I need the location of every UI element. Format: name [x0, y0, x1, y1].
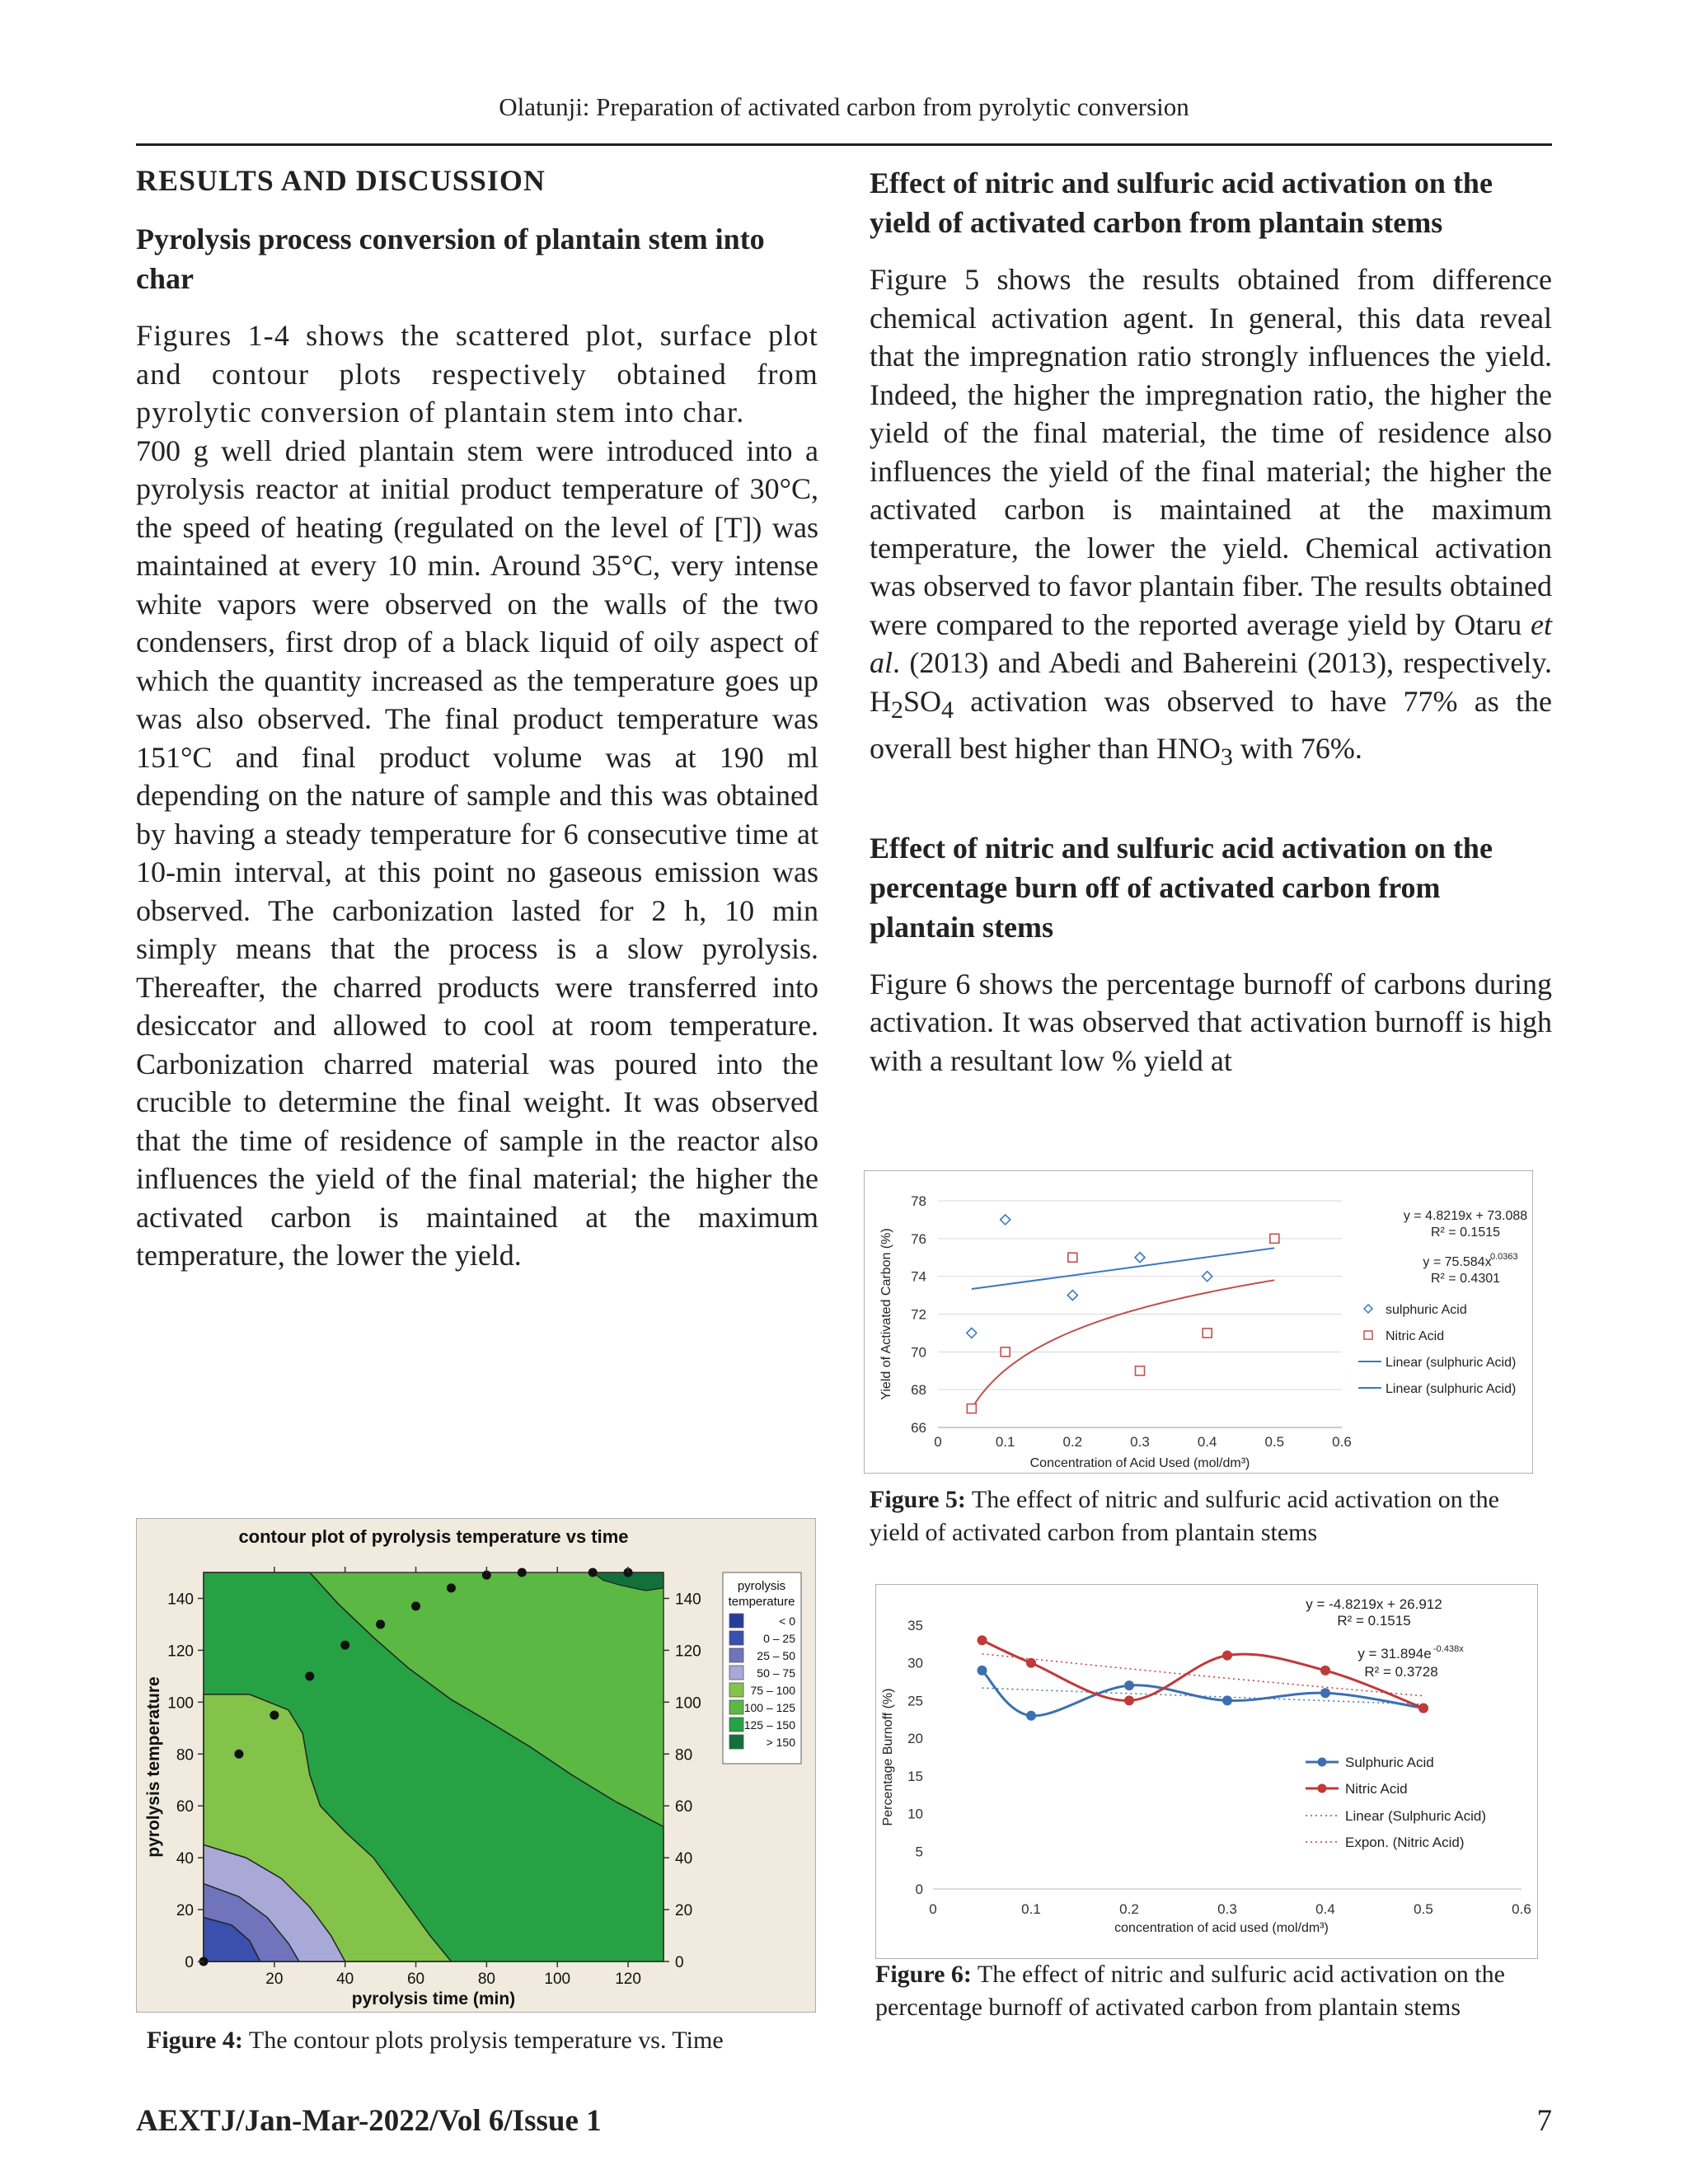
r2-label: R² = 0.1515	[1430, 1226, 1501, 1240]
legend-title: pyrolysis	[737, 1579, 786, 1593]
equation-label: y = 31.894e	[1357, 1646, 1432, 1661]
y-tick-label: 60	[176, 1798, 194, 1816]
y-tick-label: 30	[907, 1655, 923, 1671]
point-sulphuric	[1320, 1688, 1330, 1698]
y-tick-label: 40	[176, 1850, 194, 1868]
y-tick-label: 66	[911, 1420, 926, 1436]
data-point	[588, 1568, 598, 1577]
legend-label: 50 – 75	[757, 1666, 795, 1680]
y-tick-label: 20	[907, 1731, 923, 1747]
legend-label: Expon. (Nitric Acid)	[1345, 1835, 1465, 1850]
x-tick-label: 120	[615, 1971, 641, 1988]
x-tick-label: 60	[406, 1971, 425, 1988]
legend-swatch	[729, 1666, 743, 1680]
legend-marker	[1364, 1331, 1372, 1339]
chart-title: contour plot of pyrolysis temperature vs time	[238, 1526, 629, 1547]
legend-swatch	[729, 1648, 743, 1662]
x-tick-label: 0.6	[1512, 1901, 1531, 1917]
chart-frame	[875, 1584, 1538, 1959]
equation-label: y = -4.8219x + 26.912	[1306, 1596, 1442, 1612]
x-tick-label: 0.5	[1414, 1901, 1433, 1917]
y-tick-label: 70	[911, 1344, 926, 1361]
y-tick-label: 20	[176, 1902, 194, 1920]
contour-plot	[136, 1518, 816, 2013]
section-heading: RESULTS AND DISCUSSION	[136, 164, 546, 197]
x-tick-label: 0.4	[1197, 1434, 1217, 1450]
legend-title: temperature	[728, 1595, 795, 1609]
x-tick-label: 40	[336, 1971, 354, 1988]
x-axis-label: pyrolysis time (min)	[351, 1990, 516, 2008]
x-tick-label: 0.3	[1130, 1434, 1150, 1450]
marker-nitric	[967, 1404, 976, 1413]
page-number: 7	[1536, 2104, 1552, 2138]
paragraph: Figure 5 shows the results obtained from difference chemical activation agent. In general, this data reveal that the impregnation ratio strongly influences the yield. Indeed, the higher the impregnation ratio, the higher the yield of the final material, the time of residence also influences the yield of the final material; the higher the activated carbon is maintained at the maximum temperature, the lower the yield. Chemical activation was observed to favor plantain fiber. The results obtained were compared to the reported average yield by Otaru et al. (2013) and Abedi and Bahereini (2013), respectively. $H_2SO_4$ activation was observed to have 77% as the overall best higher than $HNO_3$ with 76%.	[870, 263, 1552, 771]
y-tick-label: 68	[911, 1382, 926, 1399]
paragraph: Figures 1-4 shows the scattered plot, surface plot and contour plots respectively obtained from pyrolytic conversion of plantain stem into char.	[136, 319, 818, 429]
y-tick-label-right: 60	[675, 1798, 693, 1816]
data-point	[447, 1583, 456, 1592]
y-tick-label: 76	[911, 1230, 926, 1247]
x-tick-label: 0.5	[1264, 1434, 1285, 1450]
legend-label: > 150	[766, 1736, 795, 1749]
point-sulphuric	[1222, 1695, 1232, 1705]
x-tick-label: 0.6	[1332, 1434, 1352, 1450]
y-tick-label-right: 20	[675, 1902, 693, 1920]
running-header: Olatunji: Preparation of activated carbon from pyrolytic conversion	[499, 92, 1189, 121]
y-tick-label: 0	[185, 1954, 194, 1971]
y-tick-label: 80	[176, 1746, 194, 1765]
legend-label: < 0	[779, 1615, 795, 1628]
point-nitric	[1320, 1666, 1330, 1675]
y-axis-label: pyrolysis temperature	[144, 1676, 163, 1858]
legend-swatch	[729, 1614, 743, 1628]
y-tick-label: 140	[167, 1591, 194, 1609]
figure-5-caption: Figure 5: The effect of nitric and sulfuric acid activation on the yield of activated carbon from plantain stems	[870, 1486, 1499, 1546]
marker-nitric	[1001, 1347, 1010, 1357]
figure-6	[875, 1584, 1538, 1959]
x-tick-label: 0.1	[1021, 1901, 1041, 1917]
data-point	[411, 1601, 420, 1610]
x-tick-label: 100	[544, 1971, 571, 1988]
legend-swatch	[729, 1683, 743, 1697]
y-tick-label: 35	[907, 1618, 923, 1633]
equation-exponent: -0.438x	[1433, 1644, 1464, 1654]
x-axis-label: concentration of acid used (mol/dm³)	[1114, 1921, 1329, 1935]
point-sulphuric	[1124, 1680, 1134, 1690]
legend-label: 0 – 25	[763, 1632, 795, 1645]
point-nitric	[978, 1635, 987, 1645]
equation-exponent: 0.0363	[1490, 1252, 1518, 1262]
x-tick-label: 0.1	[995, 1434, 1015, 1450]
legend-label: Linear (sulphuric Acid)	[1386, 1356, 1517, 1370]
x-tick-label: 0.4	[1315, 1901, 1335, 1917]
figure-4-caption: Figure 4: The contour plots prolysis temperature vs. Time	[147, 2027, 724, 2054]
data-point	[518, 1568, 527, 1577]
r2-label: R² = 0.1515	[1337, 1613, 1411, 1629]
legend-swatch	[729, 1700, 743, 1714]
point-nitric	[1026, 1658, 1036, 1668]
point-sulphuric	[978, 1666, 987, 1675]
marker-nitric	[1270, 1234, 1279, 1243]
x-tick-label: 0	[934, 1434, 942, 1450]
y-tick-label: 100	[167, 1694, 194, 1713]
legend-label: 125 – 150	[743, 1718, 795, 1732]
y-tick-label-right: 140	[675, 1591, 701, 1609]
x-axis-label: Concentration of Acid Used (mol/dm³)	[1029, 1456, 1250, 1470]
y-tick-label-right: 80	[675, 1746, 693, 1765]
data-point	[305, 1671, 314, 1680]
x-tick-label: 80	[477, 1971, 495, 1988]
equation-label: y = 75.584x	[1423, 1255, 1492, 1269]
subsection-heading: Effect of nitric and sulfuric acid activation on the yield of activated carbon from plantain stems	[870, 166, 1493, 239]
y-tick-label: 72	[911, 1306, 926, 1323]
legend-marker	[1318, 1784, 1327, 1793]
yield-chart	[864, 1170, 1533, 1474]
left-column	[136, 163, 818, 1275]
data-point	[234, 1750, 243, 1759]
y-tick-label-right: 40	[675, 1850, 693, 1868]
point-nitric	[1222, 1651, 1232, 1661]
paragraph: Figure 6 shows the percentage burnoff of carbons during activation. It was observed that activation burnoff is high with a resultant low % yield at	[870, 967, 1552, 1077]
y-tick-label: 15	[907, 1768, 923, 1784]
figure-4	[136, 1518, 816, 2013]
x-tick-label: 0.2	[1119, 1901, 1139, 1917]
point-nitric	[1124, 1695, 1134, 1705]
y-tick-label-right: 120	[675, 1643, 701, 1661]
right-column	[870, 163, 1552, 1080]
y-tick-label: 74	[911, 1268, 926, 1285]
r2-label: R² = 0.3728	[1364, 1664, 1438, 1680]
subsection-heading: Effect of nitric and sulfuric acid activation on the percentage burn off of activated carbon from plantain stems	[870, 831, 1493, 944]
data-point	[376, 1619, 385, 1629]
y-tick-label-right: 100	[675, 1694, 701, 1713]
legend-swatch	[729, 1631, 743, 1645]
figure-6-caption: Figure 6: The effect of nitric and sulfuric acid activation on the percentage burnoff of activated carbon from plantain stems	[875, 1961, 1505, 2021]
journal-footer: AEXTJ/Jan-Mar-2022/Vol 6/Issue 1	[136, 2104, 602, 2138]
marker-nitric	[1203, 1329, 1212, 1338]
point-nitric	[1418, 1704, 1428, 1713]
marker-nitric	[1136, 1366, 1145, 1376]
equation-label: y = 4.8219x + 73.088	[1403, 1209, 1528, 1223]
y-tick-label: 120	[167, 1643, 194, 1661]
legend-label: 25 – 50	[757, 1649, 795, 1662]
subsection-heading: Pyrolysis process conversion of plantain stem into char	[136, 223, 765, 295]
data-point	[340, 1641, 349, 1650]
burnoff-chart	[875, 1584, 1538, 1959]
y-tick-label: 0	[915, 1882, 923, 1897]
y-tick-label: 5	[915, 1844, 923, 1860]
paragraph: 700 g well dried plantain stem were introduced into a pyrolysis reactor at initial product temperature of 30°C, the speed of heating (regulated on the level of [T]) was maintained at every 10 min. Around 35°C, very intense white vapors were observed on the walls of the two condensers, first drop of a black liquid of oily aspect of which the quantity increased as the temperature goes up was also observed. The final product temperature was 151°C and final product volume was at 190 ml depending on the nature of sample and this was obtained by having a steady temperature for 6 consecutive time at 10-min interval, at this point no gaseous emission was observed. The carbonization lasted for 2 h, 10 min simply means that the process is a slow pyrolysis. Thereafter, the charred products were transferred into desiccator and allowed to cool at room temperature. Carbonization charred material was poured into the crucible to determine the final weight. It was observed that the time of residence of sample in the reactor also influences the yield of the final material; the higher the activated carbon is maintained at the maximum temperature, the lower the yield.	[136, 434, 818, 1272]
x-tick-label: 0.2	[1062, 1434, 1083, 1450]
figure-5	[864, 1170, 1533, 1474]
legend-label: Nitric Acid	[1345, 1781, 1408, 1797]
y-axis-label: Yield of Activated Carbon (%)	[879, 1228, 893, 1400]
legend-label: 75 – 100	[750, 1684, 795, 1697]
y-tick-label: 25	[907, 1693, 923, 1709]
legend-label: 100 – 125	[743, 1701, 795, 1714]
x-tick-label: 0.3	[1217, 1901, 1237, 1917]
legend-label: sulphuric Acid	[1386, 1303, 1467, 1317]
legend-label: Linear (Sulphuric Acid)	[1345, 1808, 1487, 1824]
point-sulphuric	[1026, 1711, 1036, 1721]
y-tick-label: 10	[907, 1806, 923, 1822]
y-tick-label: 78	[911, 1193, 926, 1209]
marker-nitric	[1068, 1253, 1077, 1262]
r2-label: R² = 0.4301	[1430, 1272, 1501, 1286]
y-axis-label: Percentage Burnoff (%)	[881, 1688, 895, 1826]
legend-label: Linear (sulphuric Acid)	[1386, 1382, 1517, 1396]
x-tick-label: 20	[265, 1971, 284, 1988]
legend-label: Nitric Acid	[1386, 1329, 1445, 1343]
legend-swatch	[729, 1735, 743, 1749]
data-point	[270, 1711, 279, 1720]
y-tick-label-right: 0	[675, 1954, 684, 1971]
legend-swatch	[729, 1718, 743, 1732]
x-tick-label: 0	[929, 1901, 937, 1917]
legend-label: Sulphuric Acid	[1345, 1755, 1434, 1770]
legend-marker	[1318, 1758, 1327, 1767]
header-rule	[136, 143, 1552, 146]
